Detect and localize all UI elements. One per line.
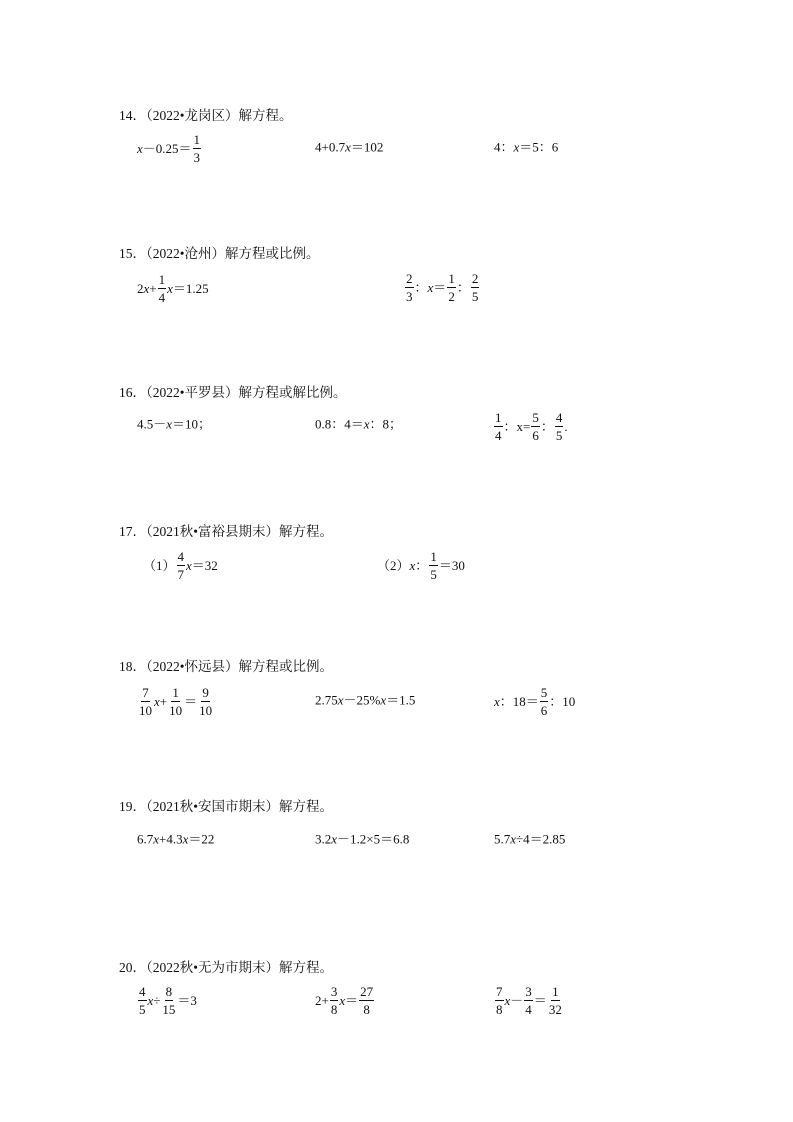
equation-text: － xyxy=(510,993,524,1008)
denominator: 4 xyxy=(495,428,502,443)
denominator: 15 xyxy=(162,1002,176,1017)
numerator: 7 xyxy=(142,685,149,700)
denominator: 4 xyxy=(525,1002,532,1017)
numerator: 2 xyxy=(406,271,413,286)
problem-16-heading: 16．（2022•平罗县）解方程或解比例。 xyxy=(119,385,347,400)
equation-text: 6.7 xyxy=(137,831,154,847)
equation-text: ＝10； xyxy=(172,416,212,432)
variable-x: x xyxy=(504,993,511,1008)
fraction xyxy=(193,133,202,164)
equation-text: －0.25＝ xyxy=(142,141,192,156)
equation xyxy=(137,985,197,1016)
fraction xyxy=(161,985,176,1016)
denominator: 5 xyxy=(139,1002,146,1017)
equation-text: 3.2 xyxy=(315,831,332,847)
equation xyxy=(315,416,402,431)
denominator: 10 xyxy=(199,703,213,718)
fraction xyxy=(548,985,563,1016)
denominator: 4 xyxy=(158,290,166,305)
equation-text: ÷4＝2.85 xyxy=(516,831,566,847)
variable-x: x xyxy=(147,993,154,1008)
equation-text: . xyxy=(564,419,568,434)
fraction xyxy=(405,272,414,303)
equation xyxy=(315,139,383,154)
equation xyxy=(137,416,211,431)
denominator: 6 xyxy=(532,428,539,443)
variable-x: x xyxy=(339,993,346,1008)
fraction xyxy=(524,985,533,1016)
denominator: 8 xyxy=(330,1002,338,1017)
equation-text: （2） xyxy=(377,558,410,573)
fraction xyxy=(359,985,374,1016)
equation xyxy=(137,831,214,846)
variable-x: x xyxy=(137,141,143,156)
equation-text: ： xyxy=(414,280,428,295)
denominator: 5 xyxy=(555,428,563,443)
fraction xyxy=(494,411,503,442)
numerator: 1 xyxy=(430,549,437,564)
numerator: 3 xyxy=(330,984,338,999)
equation-text: ＝1.5 xyxy=(386,692,416,708)
variable-x: x xyxy=(427,280,434,295)
equation-text: 4.5－ xyxy=(137,416,167,432)
variable-x: x xyxy=(186,558,192,573)
numerator: 9 xyxy=(202,685,209,700)
numerator: 5 xyxy=(532,410,539,425)
equation-text: ：10 xyxy=(549,694,576,709)
equation-text: ： xyxy=(415,558,429,573)
numerator: 27 xyxy=(360,984,374,999)
equation-text: －25% xyxy=(343,692,381,708)
fraction xyxy=(138,985,147,1016)
equation xyxy=(493,411,568,442)
variable-x: x xyxy=(494,694,500,709)
denominator: 5 xyxy=(471,289,479,304)
fraction xyxy=(555,411,564,442)
equation-text: ÷ xyxy=(153,993,161,1008)
variable-x: x xyxy=(167,281,173,296)
equation xyxy=(137,273,209,304)
numerator: 4 xyxy=(177,549,185,564)
numerator: 1 xyxy=(552,984,559,999)
numerator: 1 xyxy=(158,272,166,287)
equation xyxy=(315,692,415,707)
equation-text: 4+0.7 xyxy=(315,139,346,155)
equation xyxy=(315,985,375,1016)
problem-17-heading: 17．（2021秋•富裕县期末）解方程。 xyxy=(119,524,333,539)
equation xyxy=(137,133,202,164)
equation-text: ＝ xyxy=(433,280,447,295)
fraction xyxy=(168,686,183,717)
problem-15-heading: 15．（2022•沧州）解方程或比例。 xyxy=(119,246,320,261)
numerator: 1 xyxy=(172,685,179,700)
equation-text: ＝5：6 xyxy=(519,139,559,155)
variable-x: x xyxy=(182,831,189,847)
numerator: 1 xyxy=(495,410,502,425)
variable-x: x xyxy=(363,416,370,432)
denominator: 10 xyxy=(139,703,152,718)
equation xyxy=(137,686,214,717)
equation-text: + xyxy=(159,694,168,709)
fraction xyxy=(531,411,540,442)
equation-text: ： xyxy=(456,280,470,295)
equation xyxy=(494,985,564,1016)
problem-20-heading: 20．（2022秋•无为市期末）解方程。 xyxy=(119,960,333,975)
variable-x: x xyxy=(153,831,160,847)
denominator: 8 xyxy=(496,1002,503,1017)
fraction xyxy=(540,686,549,717)
equation-text: ： xyxy=(540,419,554,434)
numerator: 7 xyxy=(496,984,503,999)
equation-text: ＝ xyxy=(533,993,547,1008)
variable-x: x xyxy=(513,139,520,155)
equation-text: ：18＝ xyxy=(499,694,539,709)
equation-text: 2.75 xyxy=(315,692,338,708)
equation-text: + xyxy=(149,281,157,296)
numerator: 2 xyxy=(471,271,479,286)
fraction xyxy=(198,686,213,717)
equation xyxy=(143,550,218,581)
fraction xyxy=(495,985,504,1016)
fraction xyxy=(330,985,339,1016)
numerator: 4 xyxy=(555,410,563,425)
problem-14-heading: 14．（2022•龙岗区）解方程。 xyxy=(119,108,293,123)
fraction xyxy=(429,550,438,581)
variable-x: x xyxy=(510,831,517,847)
fraction xyxy=(177,550,186,581)
equation-text: ＝102 xyxy=(350,139,384,155)
equation-text: 4： xyxy=(494,139,514,155)
numerator: 5 xyxy=(540,685,548,700)
numerator: 1 xyxy=(448,271,455,286)
fraction xyxy=(158,273,167,304)
variable-x: x xyxy=(380,692,387,708)
numerator: 3 xyxy=(525,984,532,999)
variable-x: x xyxy=(409,558,416,573)
equation xyxy=(315,831,409,846)
equation xyxy=(404,272,480,303)
variable-x: x xyxy=(154,694,160,709)
equation-text: 2+ xyxy=(315,993,329,1008)
equation-text: ＝ xyxy=(345,993,359,1008)
variable-x: x xyxy=(143,281,150,296)
equation-text: ＝22 xyxy=(188,831,215,847)
equation-text: ＝ xyxy=(184,694,198,709)
numerator: 1 xyxy=(193,132,201,147)
variable-x: x xyxy=(345,139,351,155)
denominator: 5 xyxy=(430,567,437,582)
equation-text: （1） xyxy=(143,558,176,573)
denominator: 3 xyxy=(193,150,201,165)
denominator: 6 xyxy=(540,703,548,718)
equation xyxy=(494,831,565,846)
variable-x: x xyxy=(331,831,338,847)
denominator: 32 xyxy=(548,1002,562,1017)
fraction xyxy=(447,272,456,303)
equation-text: 5.7 xyxy=(494,831,511,847)
equation-text: ＝32 xyxy=(191,558,218,573)
problem-19-heading: 19．（2021秋•安国市期末）解方程。 xyxy=(119,799,333,814)
numerator: 8 xyxy=(165,984,173,999)
fraction xyxy=(138,686,153,717)
equation-text: ：x= xyxy=(503,419,531,434)
equation xyxy=(377,550,465,581)
equation-text: ＝3 xyxy=(177,993,197,1008)
denominator: 3 xyxy=(406,289,413,304)
numerator: 4 xyxy=(139,984,146,999)
equation-text: ＝30 xyxy=(438,558,465,573)
variable-x: x xyxy=(166,416,173,432)
equation-text: +4.3 xyxy=(159,831,183,847)
equation-text: －1.2×5＝6.8 xyxy=(337,831,410,847)
equation xyxy=(494,139,558,154)
denominator: 10 xyxy=(169,703,183,718)
problem-18-heading: 18．（2022•怀远县）解方程或比例。 xyxy=(119,659,333,674)
denominator: 8 xyxy=(363,1002,370,1017)
equation-text: 2 xyxy=(137,281,144,296)
variable-x: x xyxy=(337,692,344,708)
fraction xyxy=(471,272,480,303)
denominator: 2 xyxy=(448,289,455,304)
denominator: 7 xyxy=(177,567,185,582)
equation xyxy=(494,686,575,717)
equation-text: 0.8：4＝ xyxy=(315,416,364,432)
equation-text: ＝1.25 xyxy=(172,281,209,296)
equation-text: ：8； xyxy=(369,416,403,432)
